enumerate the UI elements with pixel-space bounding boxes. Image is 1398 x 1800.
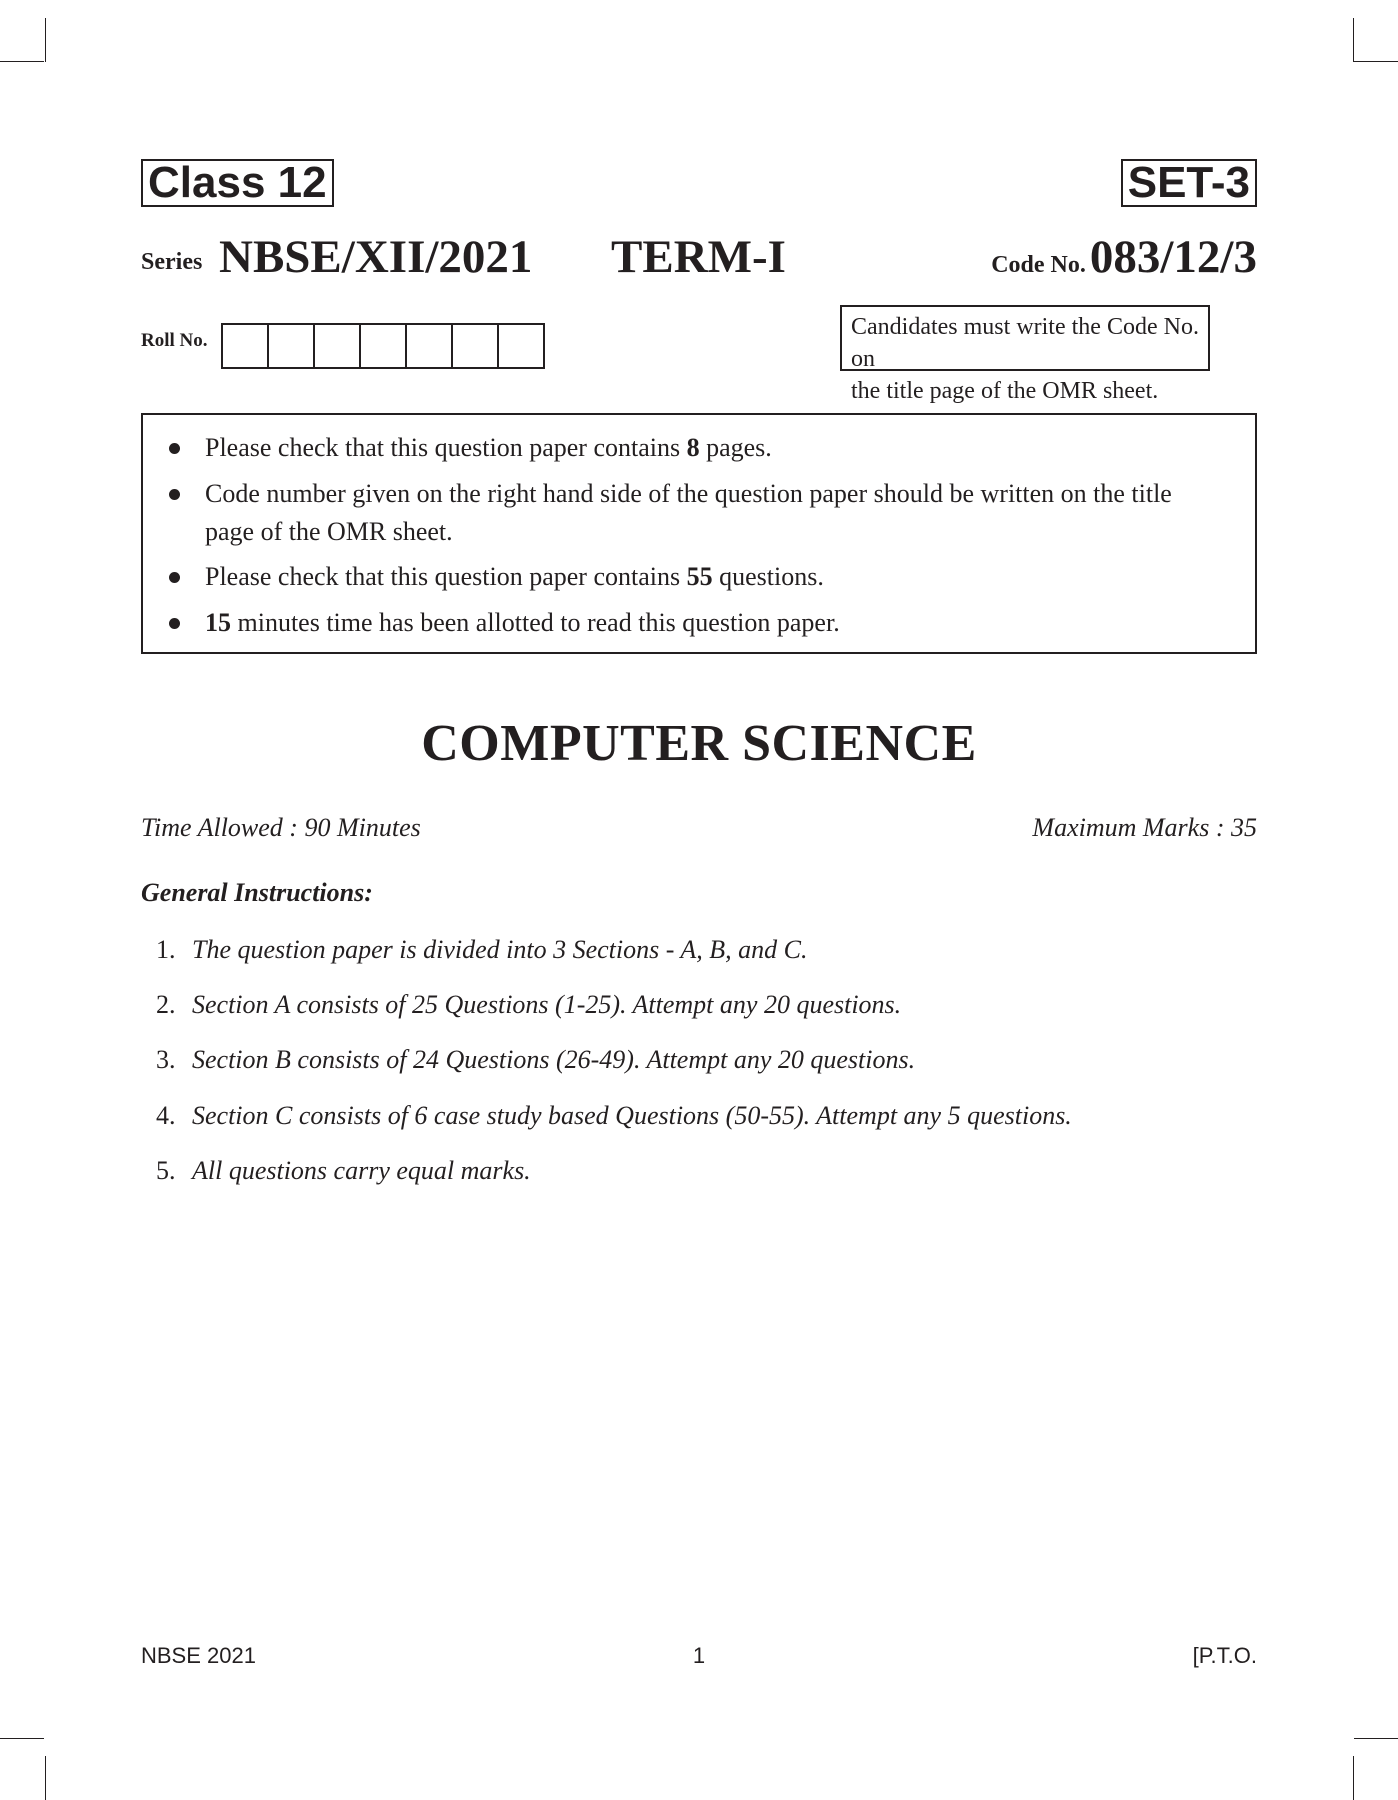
bullet-icon: [169, 572, 180, 583]
page-number: 1: [692, 1643, 706, 1668]
crop-mark: [45, 1756, 46, 1800]
crop-mark: [1354, 61, 1398, 62]
code-value: 083/12/3: [1089, 231, 1257, 283]
candidate-note: [840, 305, 1210, 404]
crop-mark: [1353, 1756, 1354, 1800]
instruction-item: 3. Section B consists of 24 Questions (26-49). Attempt any 20 questions.: [156, 1045, 916, 1074]
code-number: [991, 230, 1257, 284]
code-label: Code No.: [991, 252, 1086, 278]
roll-number-boxes: [221, 323, 545, 369]
roll-digit-box: [499, 325, 543, 367]
roll-digit-box: [453, 325, 499, 367]
general-instructions-heading: General Instructions:: [141, 878, 373, 907]
crop-mark: [45, 18, 46, 62]
candidate-note-line: the title page of the OMR sheet.: [851, 378, 1159, 404]
check-item: 15 minutes time has been allotted to read this question paper.: [205, 608, 840, 637]
series-label: Series: [141, 249, 203, 275]
crop-mark: [0, 1738, 44, 1739]
roll-digit-box: [315, 325, 361, 367]
footer-board: NBSE 2021: [141, 1643, 256, 1668]
instruction-item: 4. Section C consists of 6 case study based Questions (50-55). Attempt any 5 questions.: [156, 1101, 1072, 1130]
roll-digit-box: [269, 325, 315, 367]
roll-digit-box: [407, 325, 453, 367]
check-item: Code number given on the right hand side of the question paper should be written on the title page of the OMR sheet.: [205, 479, 1172, 546]
candidate-note-line: Candidates must write the Code No. on: [851, 314, 1199, 372]
footer-pto: [P.T.O.: [1192, 1643, 1257, 1668]
series-row: [141, 224, 1257, 284]
roll-digit-box: [361, 325, 407, 367]
roll-number-label: Roll No.: [141, 330, 208, 351]
instruction-item: 1. The question paper is divided into 3 Sections - A, B, and C.: [156, 935, 808, 964]
bullet-icon: [169, 443, 180, 454]
check-item: Please check that this question paper contains 8 pages.: [205, 433, 772, 462]
check-item: Please check that this question paper contains 55 questions.: [205, 562, 824, 591]
paper-check-box: [141, 413, 1257, 654]
maximum-marks: Maximum Marks : 35: [1032, 813, 1257, 842]
bullet-icon: [169, 618, 180, 629]
bullet-icon: [169, 489, 180, 500]
series-value: NBSE/XII/2021: [219, 231, 533, 283]
class-label: Class 12: [141, 159, 334, 207]
subject-title: COMPUTER SCIENCE: [421, 715, 977, 772]
crop-mark: [1353, 18, 1354, 62]
time-allowed: Time Allowed : 90 Minutes: [141, 813, 421, 842]
term-label: TERM-I: [611, 231, 786, 283]
crop-mark: [0, 61, 44, 62]
instruction-item: 5. All questions carry equal marks.: [156, 1156, 531, 1185]
instruction-item: 2. Section A consists of 25 Questions (1-25). Attempt any 20 questions.: [156, 990, 902, 1019]
roll-digit-box: [223, 325, 269, 367]
set-label: SET-3: [1121, 159, 1257, 207]
crop-mark: [1354, 1738, 1398, 1739]
